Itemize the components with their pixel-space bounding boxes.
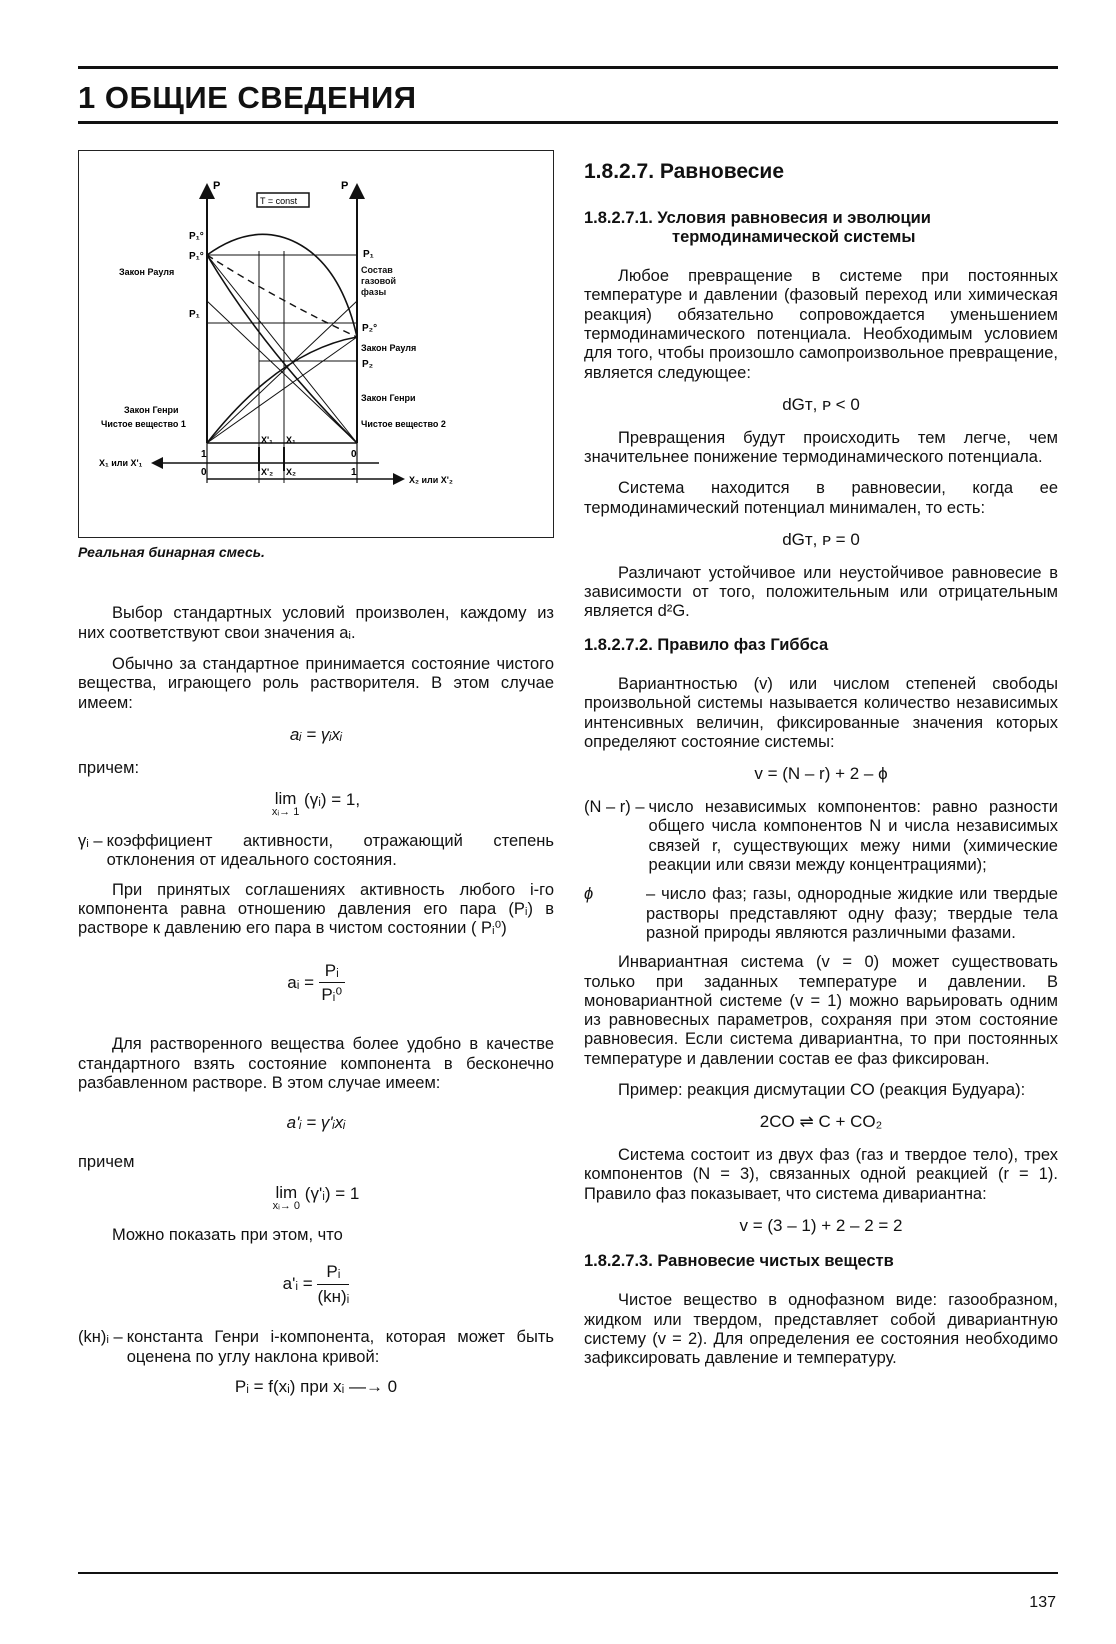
svg-text:Закон Рауля: Закон Рауля [119, 267, 175, 277]
definition: (kн)ᵢ – константа Генри i-компонента, которая может быть оценена по углу наклона кривой: [78, 1328, 554, 1366]
raoult-line-left [207, 255, 357, 443]
right-column [584, 150, 1058, 1380]
phase-diagram: P P T = const P₁° P₁° Закон Рауля P₁ Закон Генри Чистое вещество 1 P₁ Состав газовой фазы P₂° Закон Рауля P₂ Закон Генри Чистое вещество 2 X₁ или X'₁ X₂ или X'₂ X'₁ X₁ X'₂ X₂ 1 0 0 1 [99, 180, 453, 485]
paragraph: Выбор стандартных условий произволен, каждому из них соответствуют свои значения aᵢ. [78, 604, 554, 642]
formula: aᵢ = γᵢxᵢ [289, 724, 343, 744]
subsection-heading: 1.8.2.7.1. Условия равновесия и эволюции термодинамической системы [584, 208, 931, 246]
chapter-title: 1 ОБЩИЕ СВЕДЕНИЯ [78, 80, 417, 115]
left-column [78, 150, 554, 1411]
paragraph: Вариантностью (v) или числом степеней свободы произвольной системы называется количество независимых интенсивных величин, фиксированные значения которых определяют состояние системы: [584, 675, 1058, 751]
svg-text:X₂ или X'₂: X₂ или X'₂ [409, 475, 453, 485]
svg-text:P₁: P₁ [189, 309, 200, 320]
svg-text:Чистое вещество 2: Чистое вещество 2 [361, 419, 446, 429]
paragraph: При принятых соглашениях активность любого i-го компонента равна отношению давления его пара (Pᵢ) в растворе к давлению его пара в чистом состоянии ( Pᵢ⁰) [78, 880, 554, 938]
paragraph: Система состоит из двух фаз (газ и твердое тело), трех компонентов (N = 3), связанных одной реакцией (r = 1). Правило фаз показывает, что система дивариантна: [584, 1146, 1058, 1203]
definition: ϕ – число фаз; газы, однородные жидкие или твердые растворы представляют одну фазу; твердые тела разной природы являются различными фазами. [584, 885, 1058, 942]
header-rule-top [78, 66, 1058, 69]
svg-text:X₁ или X'₁: X₁ или X'₁ [99, 458, 143, 468]
svg-text:Закон Генри: Закон Генри [361, 393, 416, 403]
svg-text:P₂°: P₂° [362, 323, 378, 334]
svg-text:Чистое вещество 1: Чистое вещество 1 [101, 419, 186, 429]
footer-rule [78, 1572, 1058, 1574]
svg-text:P₁°: P₁° [189, 251, 204, 262]
subsection-heading: 1.8.2.7.2. Правило фаз Гиббса [584, 635, 829, 654]
paragraph: Система находится в равновесии, когда ее термодинамический потенциал минимален, то есть: [584, 479, 1058, 517]
svg-text:1: 1 [201, 449, 207, 460]
formula: Pᵢ = f(xᵢ) при xᵢ —→ 0 [234, 1376, 398, 1396]
limit-formula: lim xᵢ→ 0 (γ'ᵢ) = 1 [272, 1183, 360, 1213]
figure-caption: Реальная бинарная смесь. [78, 544, 265, 560]
svg-text:P₁: P₁ [363, 249, 374, 260]
formula: dGᴛ, ᴘ = 0 [782, 530, 860, 549]
svg-text:X₂: X₂ [286, 467, 297, 477]
formula: v = (N – r) + 2 – ϕ [754, 764, 888, 784]
svg-text:1: 1 [351, 467, 357, 478]
svg-text:X'₁: X'₁ [261, 435, 273, 445]
header-rule-bottom [78, 121, 1058, 124]
word: причем: [78, 758, 140, 777]
subsection-heading: 1.8.2.7.3. Равновесие чистых веществ [584, 1251, 894, 1270]
svg-text:X'₂: X'₂ [261, 467, 274, 477]
section-heading: 1.8.2.7. Равновесие [584, 160, 785, 183]
paragraph: Для растворенного вещества более удобно в качестве стандартного взять состояние компонента в бесконечно разбавленном растворе. В этом случае имеем: [78, 1035, 554, 1092]
svg-text:0: 0 [201, 467, 207, 478]
paragraph: Превращения будут происходить тем легче, чем значительнее понижение термодинамического потенциала. [584, 428, 1058, 467]
paragraph: Чистое вещество в однофазном виде: газообразном, жидком или твердом, представляет собой дивариантную систему (v = 2). Для определения ее состояния необходимо зафиксировать давление и температуру. [584, 1291, 1058, 1368]
definition: (N – r) – число независимых компонентов: равно разности общего числа компонентов N и числа независимых связей r, существующих межу ними (химические реакции или связи между концентрациями); [584, 798, 1058, 875]
svg-text:Закон Генри: Закон Генри [124, 405, 179, 415]
limit-formula: lim xᵢ→ 1 (γᵢ) = 1, [271, 789, 361, 819]
paragraph: Обычно за стандартное принимается состояние чистого вещества, играющего роль растворителя. В этом случае имеем: [78, 654, 554, 712]
paragraph: Пример: реакция дисмутации CO (реакция Будуара): [618, 1080, 1026, 1099]
p-right-label: P [341, 180, 349, 192]
word: причем [78, 1153, 135, 1172]
dew-curve [207, 255, 357, 337]
p-left-label: P [213, 180, 221, 192]
paragraph: Любое превращение в системе при постоянных температуре и давлении (фазовый переход или химическая реакция) обязательно сопровождается уменьшением термодинамического потенциала. Необходимым условием для того, чтобы произошло самопроизвольное превращение, является следующее: [584, 267, 1058, 382]
binary-mixture-figure [78, 150, 554, 538]
svg-text:X₁: X₁ [286, 435, 296, 445]
paragraph: Различают устойчивое или неустойчивое равновесие в зависимости от того, положительным или отрицательным является d²G. [584, 563, 1058, 621]
page-number: 137 [1029, 1594, 1056, 1611]
svg-text:P₂: P₂ [362, 359, 374, 370]
total-pressure-curve [207, 234, 357, 337]
svg-text:Закон Рауля: Закон Рауля [361, 343, 417, 353]
reaction-formula: 2CO ⇌ C + CO₂ [759, 1112, 883, 1132]
t-const-label: T = const [260, 196, 298, 206]
svg-text:0: 0 [351, 449, 357, 460]
formula: dGᴛ, ᴘ < 0 [782, 394, 860, 414]
fraction-formula: aᵢ = $\frac{\text{Pᵢ}}{\text{Pᵢ⁰}}$ [78, 961, 554, 1006]
definition: γᵢ – коэффициент активности, отражающий степень отклонения от идеального состояния. [78, 832, 554, 870]
paragraph: Можно показать при этом, что [112, 1226, 343, 1245]
paragraph: Инвариантная система (v = 0) может существовать только при заданных температуре и давлении. В моновариантной системе (v = 1) можно варьировать одним из равновесных параметров, сохраняя при этом состояние равновесия. Если система дивариантна, то при постоянных температуре и давлении состав ее фаз фиксирован. [584, 953, 1058, 1068]
fraction-formula: a'ᵢ = $\frac{\text{Pᵢ}}{\text{(kн)ᵢ}}$ [282, 1261, 350, 1306]
raoult-line-right [207, 337, 357, 443]
formula: v = (3 – 1) + 2 – 2 = 2 [739, 1216, 903, 1236]
formula: a'ᵢ = γ'ᵢxᵢ [286, 1113, 346, 1133]
svg-text:P₁°: P₁° [189, 231, 204, 242]
